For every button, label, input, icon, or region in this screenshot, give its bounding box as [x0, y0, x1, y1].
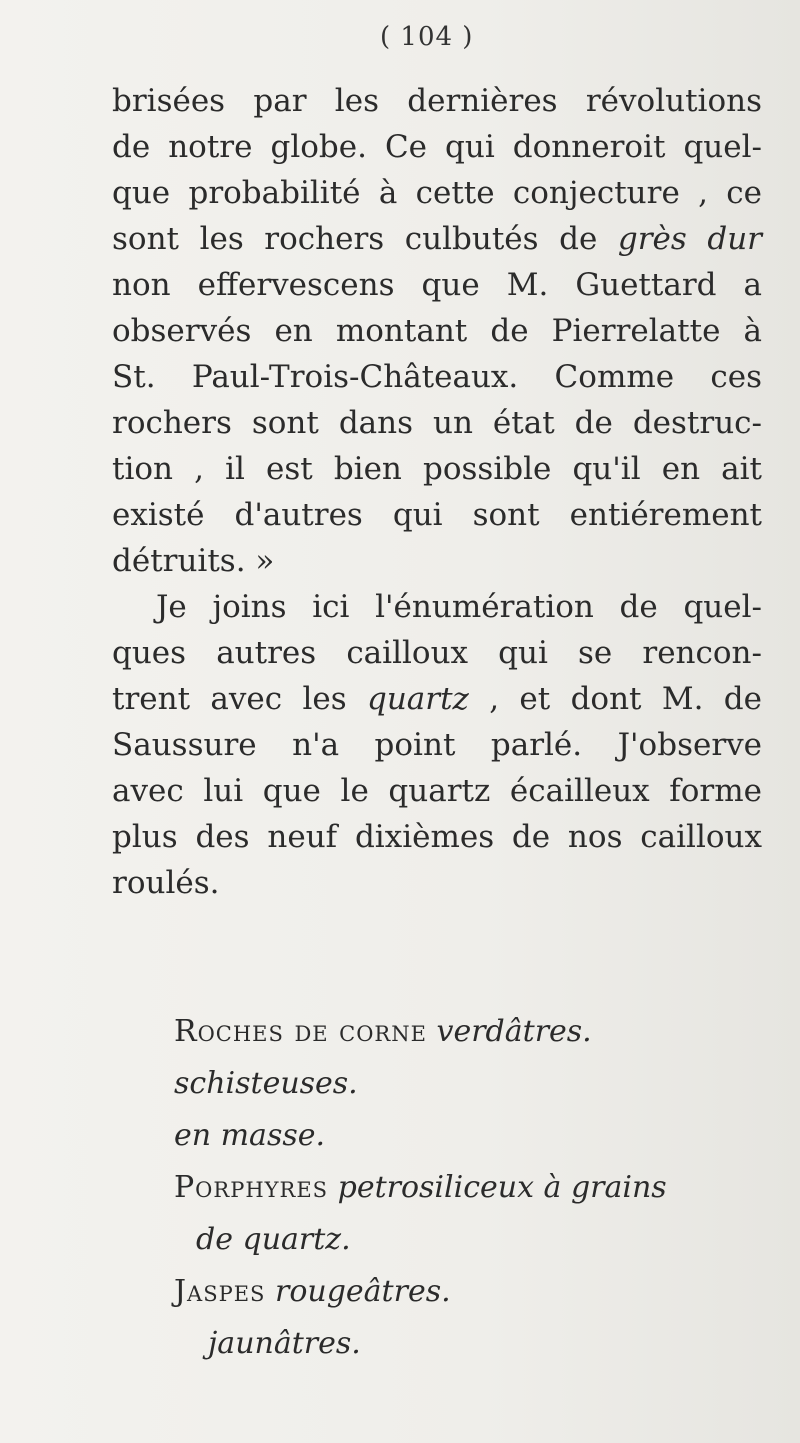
list-entry-porphyres: [112, 1162, 762, 1214]
rock-list: [112, 1006, 762, 1370]
text-line: ques autres cailloux qui se rencon-: [112, 635, 762, 671]
text-line: plus des neuf dixièmes de nos cailloux: [112, 819, 762, 855]
text-line: non effervescens que M. Guettard a: [112, 267, 762, 303]
italic-term: quartz: [366, 681, 469, 717]
text-line: [112, 216, 762, 262]
text-line: existé d'autres qui sont entiérement: [112, 497, 762, 533]
text-line: St. Paul-Trois-Châteaux. Comme ces: [112, 359, 762, 395]
list-entry-qualifier: [112, 1214, 762, 1266]
text-run: trent avec les: [112, 681, 367, 717]
entry-qualifier: rougeâtres.: [274, 1274, 451, 1309]
text-line: Je joins ici l'énumération de quel-: [156, 589, 762, 625]
body-text: [112, 78, 762, 906]
text-line: brisées par les dernières révolutions: [112, 83, 762, 119]
text-line: de notre globe. Ce qui donneroit quel-: [112, 129, 762, 165]
text-line: détruits. »: [112, 543, 275, 579]
text-line: rochers sont dans un état de destruc-: [112, 405, 762, 441]
entry-head: Jaspes: [174, 1274, 266, 1309]
entry-head: Roches de corne: [174, 1014, 427, 1049]
text-line: roulés.: [112, 865, 220, 901]
text-run: sont les rochers culbutés de: [112, 221, 618, 257]
italic-term: grès dur: [617, 221, 762, 257]
text-line: Saussure n'a point parlé. J'observe: [112, 727, 762, 763]
list-entry-qualifier: [112, 1318, 762, 1370]
entry-head: Porphyres: [174, 1170, 329, 1205]
entry-qualifier: de quartz.: [196, 1222, 351, 1257]
page-number: ( 104 ): [380, 22, 474, 52]
entry-qualifier: schisteuses.: [174, 1066, 358, 1101]
text-line: [112, 676, 762, 722]
list-entry-jaspes: [112, 1266, 762, 1318]
text-line: avec lui que le quartz écailleux forme: [112, 773, 762, 809]
list-entry-roches: [112, 1006, 762, 1058]
entry-qualifier: petrosiliceux à grains: [337, 1170, 667, 1205]
text-line: observés en montant de Pierrelatte à: [112, 313, 762, 349]
entry-qualifier: verdâtres.: [436, 1014, 592, 1049]
text-line: que probabilité à cette conjecture , ce: [112, 175, 762, 211]
list-entry-qualifier: [112, 1110, 762, 1162]
text-line: tion , il est bien possible qu'il en ait: [112, 451, 762, 487]
entry-qualifier: jaunâtres.: [208, 1326, 361, 1361]
text-run: , et dont M. de: [468, 681, 762, 717]
entry-qualifier: en masse.: [174, 1118, 326, 1153]
list-entry-qualifier: [112, 1058, 762, 1110]
